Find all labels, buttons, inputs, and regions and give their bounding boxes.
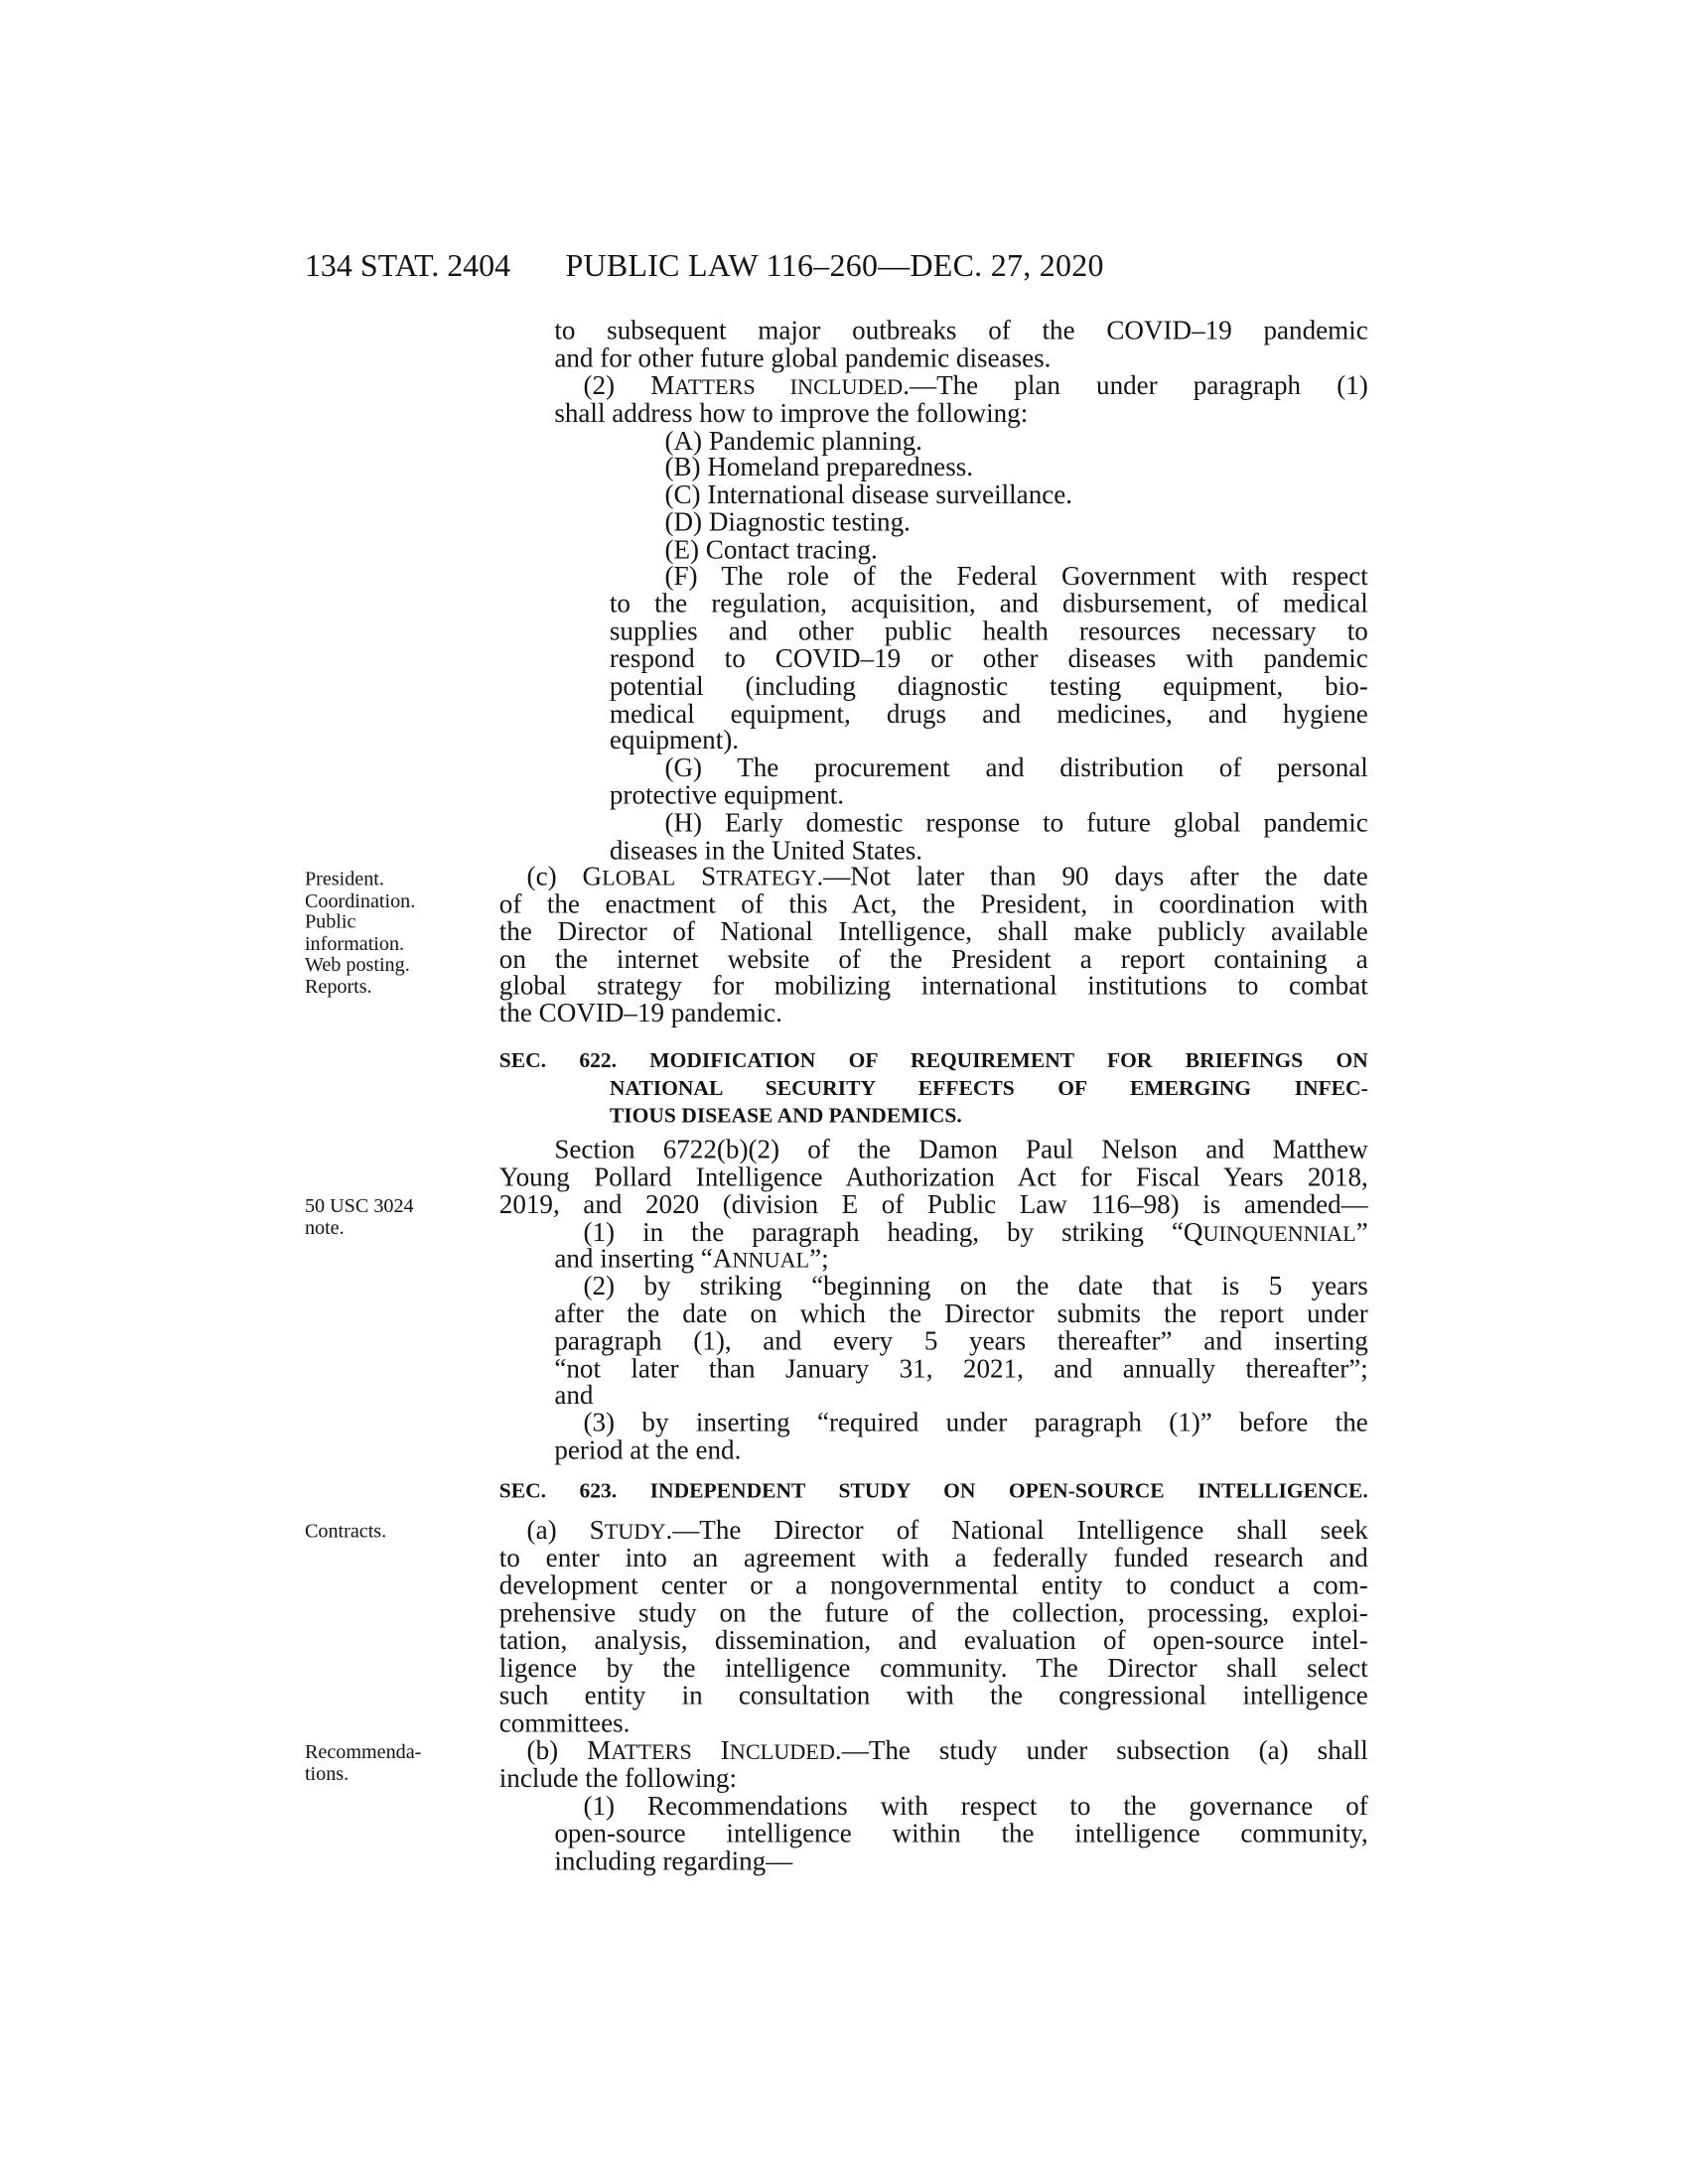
text-line: period at the end. <box>554 1436 742 1466</box>
section-heading-622: SEC. 622. MODIFICATION OF REQUIREMENT FOR BRIEFINGS ON <box>498 1048 1368 1073</box>
margin-note-line: Reports. <box>304 975 372 998</box>
text-line <box>527 1518 1368 1547</box>
list-item: (H) Early domestic response to future global pandemic <box>664 809 1368 839</box>
text-run: (c) G <box>526 863 603 892</box>
text-line: protective equipment. <box>609 781 845 811</box>
text-line: including regarding— <box>554 1847 793 1877</box>
text-line: and <box>554 1381 594 1411</box>
text-line: committees. <box>498 1709 631 1739</box>
text-line: ligence by the intelligence community. The Director shall select <box>498 1654 1368 1684</box>
margin-note-line: President. <box>304 869 384 891</box>
text-line: tation, analysis, dissemination, and evaluation of open-source intel- <box>498 1626 1368 1657</box>
margin-note-line: note. <box>304 1216 345 1239</box>
margin-note-recommendations <box>305 1743 421 1786</box>
text-line <box>527 1738 1368 1767</box>
text-line: equipment). <box>609 726 740 756</box>
text-run: ”; <box>809 1245 829 1275</box>
text-run: (1) in the paragraph heading, by striking “Q <box>583 1218 1203 1248</box>
text-run: I <box>691 1737 730 1767</box>
text-line: diseases in the United States. <box>609 837 923 867</box>
text-line: to enter into an agreement with a federally funded research and <box>498 1544 1368 1573</box>
text-line: to the regulation, acquisition, and disbursement, of medical <box>609 590 1368 619</box>
text-run: ” <box>1355 1218 1368 1248</box>
text-line: global strategy for mobilizing international institutions to combat <box>498 972 1368 1002</box>
section-heading-622-cont: TIOUS DISEASE AND PANDEMICS. <box>609 1104 962 1129</box>
text-run-small-caps: ATTERS <box>611 1741 692 1765</box>
text-line <box>584 373 1368 402</box>
list-item: (E) Contact tracing. <box>664 536 878 566</box>
list-item: (F) The role of the Federal Government with respect <box>664 562 1368 592</box>
public-law-header: PUBLIC LAW 116–260—DEC. 27, 2020 <box>565 248 1104 283</box>
text-line: of the enactment of this Act, the President, in coordination with <box>498 890 1368 920</box>
stat-page-number: 134 STAT. 2404 <box>304 248 511 283</box>
list-item: (D) Diagnostic testing. <box>664 508 911 538</box>
text-line: supplies and other public health resources necessary to <box>609 617 1368 647</box>
list-item: (B) Homeland preparedness. <box>664 453 974 483</box>
margin-note-line: tions. <box>304 1762 350 1785</box>
text-line: prehensive study on the future of the collection, processing, exploi- <box>498 1599 1368 1629</box>
text-line: “not later than January 31, 2021, and annually thereafter”; <box>554 1355 1368 1385</box>
text-run: .—The study under subsection (a) shall <box>834 1737 1368 1767</box>
text-line: after the date on which the Director submits the report under <box>554 1299 1368 1329</box>
text-run-small-caps: LOBAL <box>602 867 676 891</box>
text-line: (2) by striking “beginning on the date that is 5 years <box>583 1272 1368 1302</box>
margin-note-line: Contracts. <box>304 1520 387 1544</box>
text-run: (2) M <box>583 372 675 402</box>
text-run: .—Not later than 90 days after the date <box>816 863 1368 892</box>
text-run-small-caps: TUDY <box>604 1520 666 1545</box>
text-line <box>527 865 1368 893</box>
margin-note-contracts <box>305 1522 386 1544</box>
margin-note-line: Recommenda- <box>304 1741 422 1764</box>
section-heading-622-cont: NATIONAL SECURITY EFFECTS OF EMERGING INFEC- <box>609 1076 1368 1101</box>
text-line: 2019, and 2020 (division E of Public Law 116–98) is amended— <box>498 1191 1368 1221</box>
text-line: (3) by inserting “required under paragraph (1)” before the <box>583 1409 1368 1438</box>
text-line: to subsequent major outbreaks of the COVID–19 pandemic <box>554 317 1368 346</box>
text-line: shall address how to improve the following: <box>554 399 1029 429</box>
text-line: potential (including diagnostic testing equipment, bio- <box>609 672 1368 702</box>
text-run: (b) M <box>526 1737 612 1767</box>
margin-note-line: Coordination. <box>304 889 416 912</box>
text-line: on the internet website of the President a report containing a <box>498 945 1368 975</box>
text-line: medical equipment, drugs and medicines, and hygiene <box>609 700 1368 730</box>
text-run-small-caps: NCLUDED <box>729 1741 835 1765</box>
text-line: Section 6722(b)(2) of the Damon Paul Nelson and Matthew <box>554 1136 1368 1165</box>
text-line: the COVID–19 pandemic. <box>498 999 782 1029</box>
text-run-small-caps: TRATEGY <box>716 867 817 891</box>
list-item: (C) International disease surveillance. <box>664 480 1073 510</box>
text-line: such entity in consultation with the congressional intelligence <box>498 1682 1368 1711</box>
text-line: development center or a nongovernmental entity to conduct a com- <box>498 1571 1368 1601</box>
text-run-small-caps: ATTERS INCLUDED <box>674 376 904 400</box>
text-line: Young Pollard Intelligence Authorization Act for Fiscal Years 2018, <box>498 1163 1368 1193</box>
text-run: and inserting “A <box>554 1245 733 1275</box>
margin-note-line: Web posting. <box>304 954 410 977</box>
text-line: the Director of National Intelligence, shall make publicly available <box>498 918 1368 948</box>
text-run: S <box>675 863 717 892</box>
text-run-small-caps: UINQUENNIAL <box>1202 1222 1356 1247</box>
text-line: and for other future global pandemic diseases. <box>554 344 1052 374</box>
text-run: (a) S <box>526 1516 605 1546</box>
margin-note-line: information. <box>304 932 405 955</box>
text-run: .—The plan under paragraph (1) <box>903 372 1368 402</box>
text-line: open-source intelligence within the intelligence community, <box>554 1820 1368 1849</box>
section-heading-623: SEC. 623. INDEPENDENT STUDY ON OPEN-SOURCE INTELLIGENCE. <box>498 1479 1368 1503</box>
list-item: (G) The procurement and distribution of personal <box>664 753 1368 783</box>
text-line: include the following: <box>498 1764 737 1794</box>
list-item: (1) Recommendations with respect to the governance of <box>583 1792 1368 1822</box>
list-item: (A) Pandemic planning. <box>664 427 922 457</box>
margin-note-usc <box>305 1197 414 1240</box>
text-line: respond to COVID–19 or other diseases with pandemic <box>609 645 1368 675</box>
margin-note-line: Public <box>304 911 356 934</box>
margin-note-line: 50 USC 3024 <box>304 1195 414 1218</box>
text-line: paragraph (1), and every 5 years thereafter” and inserting <box>554 1327 1368 1357</box>
text-run-small-caps: NNUAL <box>732 1249 810 1273</box>
margin-note-president <box>305 870 415 998</box>
text-run: .—The Director of National Intelligence shall seek <box>665 1516 1368 1546</box>
text-line <box>554 1247 828 1276</box>
